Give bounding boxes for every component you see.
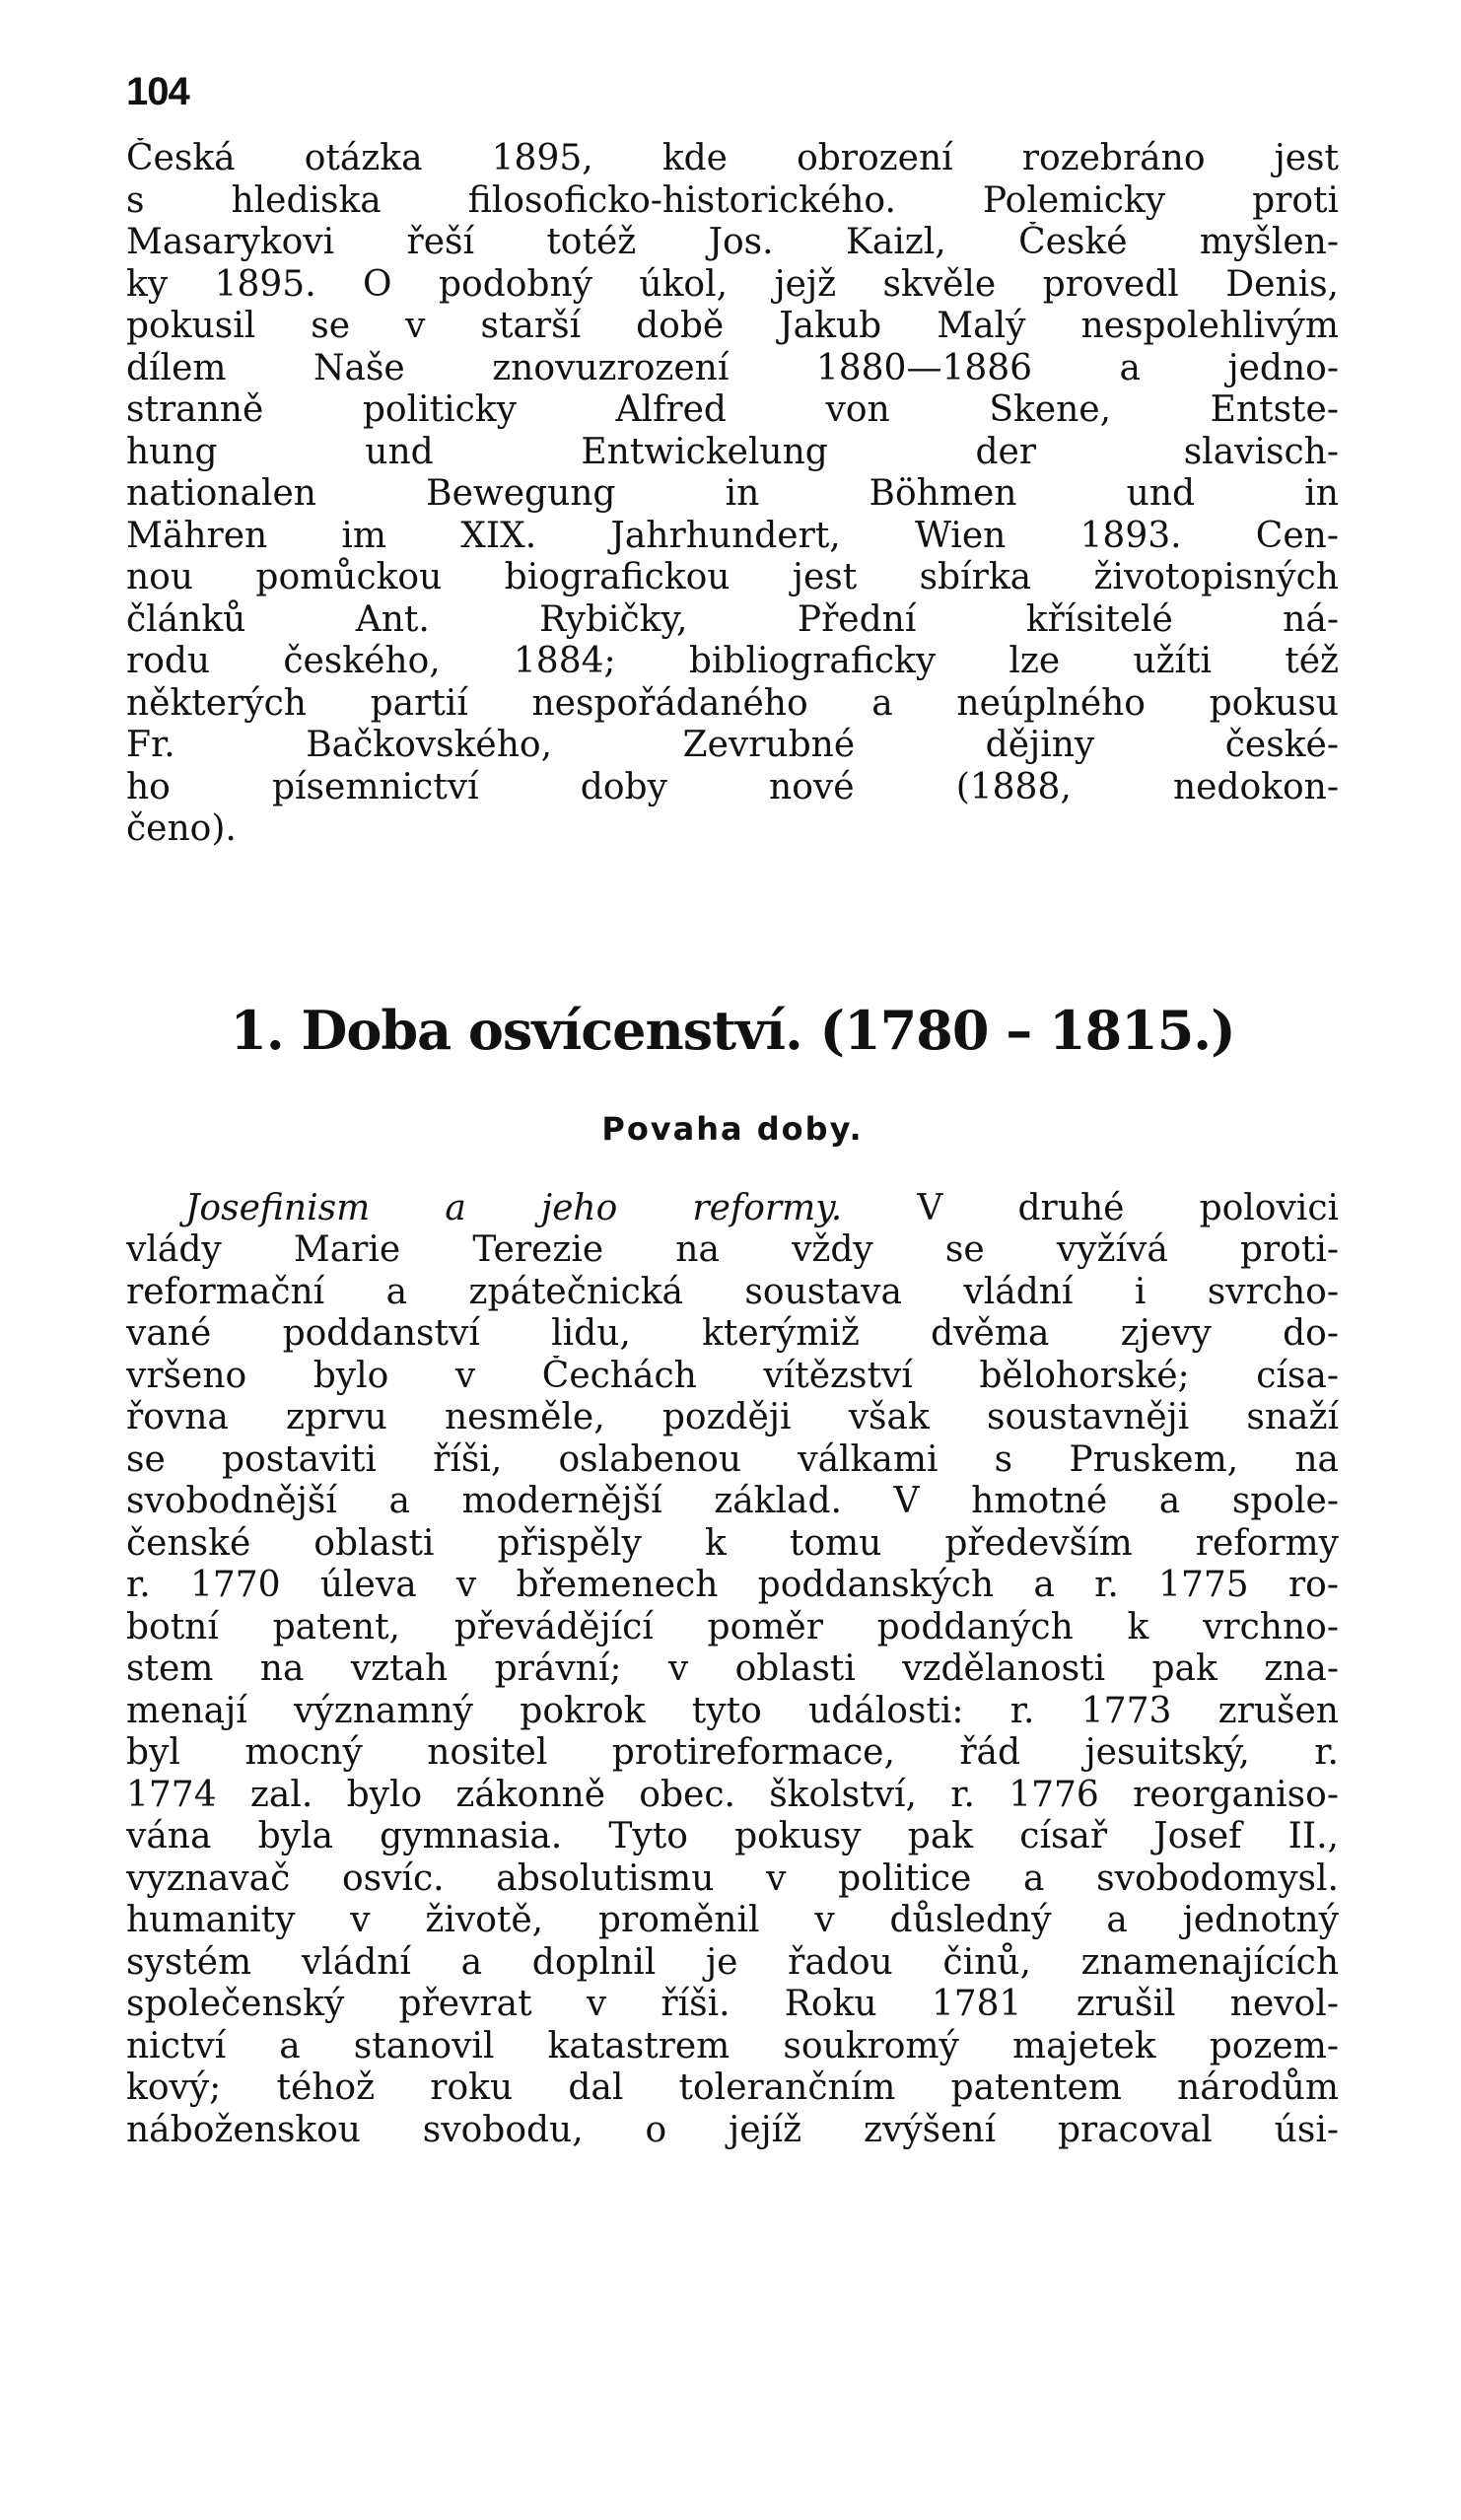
text-line: ho písemnictví doby nové (1888, nedokon-: [126, 766, 1339, 807]
text-line: Česká otázka 1895, kde obrození rozebráno jest: [126, 138, 1339, 178]
text-line: r. 1770 úleva v břemenech poddanských a r. 1775 ro-: [126, 1565, 1339, 1605]
text-line-first: [126, 1188, 1339, 1230]
text-line: s hlediska filosoficko-historického. Polemicky proti: [126, 179, 1339, 221]
text-line: systém vládní a doplnil je řadou činů, znamenajících: [126, 1941, 1339, 1983]
chapter-heading: 1. Doba osvícenství. (1780 – 1815.): [230, 998, 1235, 1062]
italic-lead: Josefinism a jeho reformy.: [185, 1187, 843, 1228]
text-line: nictví a stanovil katastrem soukromý majetek pozem-: [126, 2025, 1339, 2066]
text-line: článků Ant. Rybičky, Přední křísitelé ná-: [126, 598, 1339, 640]
text-line: vána byla gymnasia. Tyto pokusy pak císař Josef II.,: [126, 1816, 1339, 1856]
text-line: Masarykovi řeší totéž Jos. Kaizl, České myšlen-: [126, 222, 1339, 262]
first-line-rest: V druhé polovici: [917, 1187, 1339, 1228]
text-line: některých partií nespořádaného a neúplného pokusu: [126, 682, 1339, 724]
text-line: byl mocný nositel protireformace, řád jesuitský, r.: [126, 1732, 1339, 1773]
text-line: čenské oblasti přispěly k tomu především reformy: [126, 1522, 1339, 1564]
section-subheading: Povaha doby.: [601, 1109, 864, 1148]
text-line: Mähren im XIX. Jahrhundert, Wien 1893. Cen-: [126, 515, 1339, 556]
text-line: stem na vztah právní; v oblasti vzdělanosti pak zna-: [126, 1648, 1339, 1689]
text-line: ky 1895. O podobný úkol, jejž skvěle provedl Denis,: [126, 263, 1339, 305]
text-line: vlády Marie Terezie na vždy se vyžívá proti-: [126, 1229, 1339, 1270]
text-line: nationalen Bewegung in Böhmen und in: [126, 473, 1339, 514]
text-line: pokusil se v starší době Jakub Malý nespolehlivým: [126, 306, 1339, 346]
text-line: dílem Naše znovuzrození 1880—1886 a jedno-: [126, 347, 1339, 388]
text-line: čeno).: [126, 808, 237, 849]
text-line: společenský převrat v říši. Roku 1781 zrušil nevol-: [126, 1984, 1339, 2024]
text-line: humanity v životě, proměnil v důsledný a jednotný: [126, 1900, 1339, 1940]
text-line: hung und Entwickelung der slavisch-: [126, 431, 1339, 472]
text-line: rodu českého, 1884; bibliograficky lze užíti též: [126, 641, 1339, 681]
text-line: reformační a zpátečnická soustava vládní i svrcho-: [126, 1271, 1339, 1312]
text-line: stranně politicky Alfred von Skene, Entste-: [126, 389, 1339, 430]
text-line: kový; téhož roku dal tolerančním patentem národům: [126, 2067, 1339, 2108]
text-line: řovna zprvu nesměle, později však soustavněji snaží: [126, 1397, 1339, 1437]
page-number: 104: [126, 70, 189, 113]
text-line: 1774 zal. bylo zákonně obec. školství, r. 1776 reorganiso-: [126, 1774, 1339, 1815]
text-line: botní patent, převádějící poměr poddaných k vrchno-: [126, 1606, 1339, 1647]
body-paragraph: [126, 1188, 1339, 2152]
text-line: Fr. Bačkovského, Zevrubné dějiny české-: [126, 725, 1339, 765]
text-line: svobodnější a modernější základ. V hmotné a spole-: [126, 1481, 1339, 1521]
text-line: se postaviti říši, oslabenou válkami s Pruskem, na: [126, 1438, 1339, 1480]
text-line: vršeno bylo v Čechách vítězství bělohorské; císa-: [126, 1355, 1339, 1396]
book-page: [126, 69, 1339, 2151]
text-line: nou pomůckou biografickou jest sbírka životopisných: [126, 557, 1339, 597]
text-line: vané poddanství lidu, kterýmiž dvěma zjevy do-: [126, 1313, 1339, 1354]
text-line: náboženskou svobodu, o jejíž zvýšení pracoval úsi-: [126, 2109, 1339, 2150]
intro-paragraph: [126, 138, 1339, 851]
text-line: vyznavač osvíc. absolutismu v politice a svobodomysl.: [126, 1857, 1339, 1899]
text-line: menají významný pokrok tyto události: r. 1773 zrušen: [126, 1690, 1339, 1731]
